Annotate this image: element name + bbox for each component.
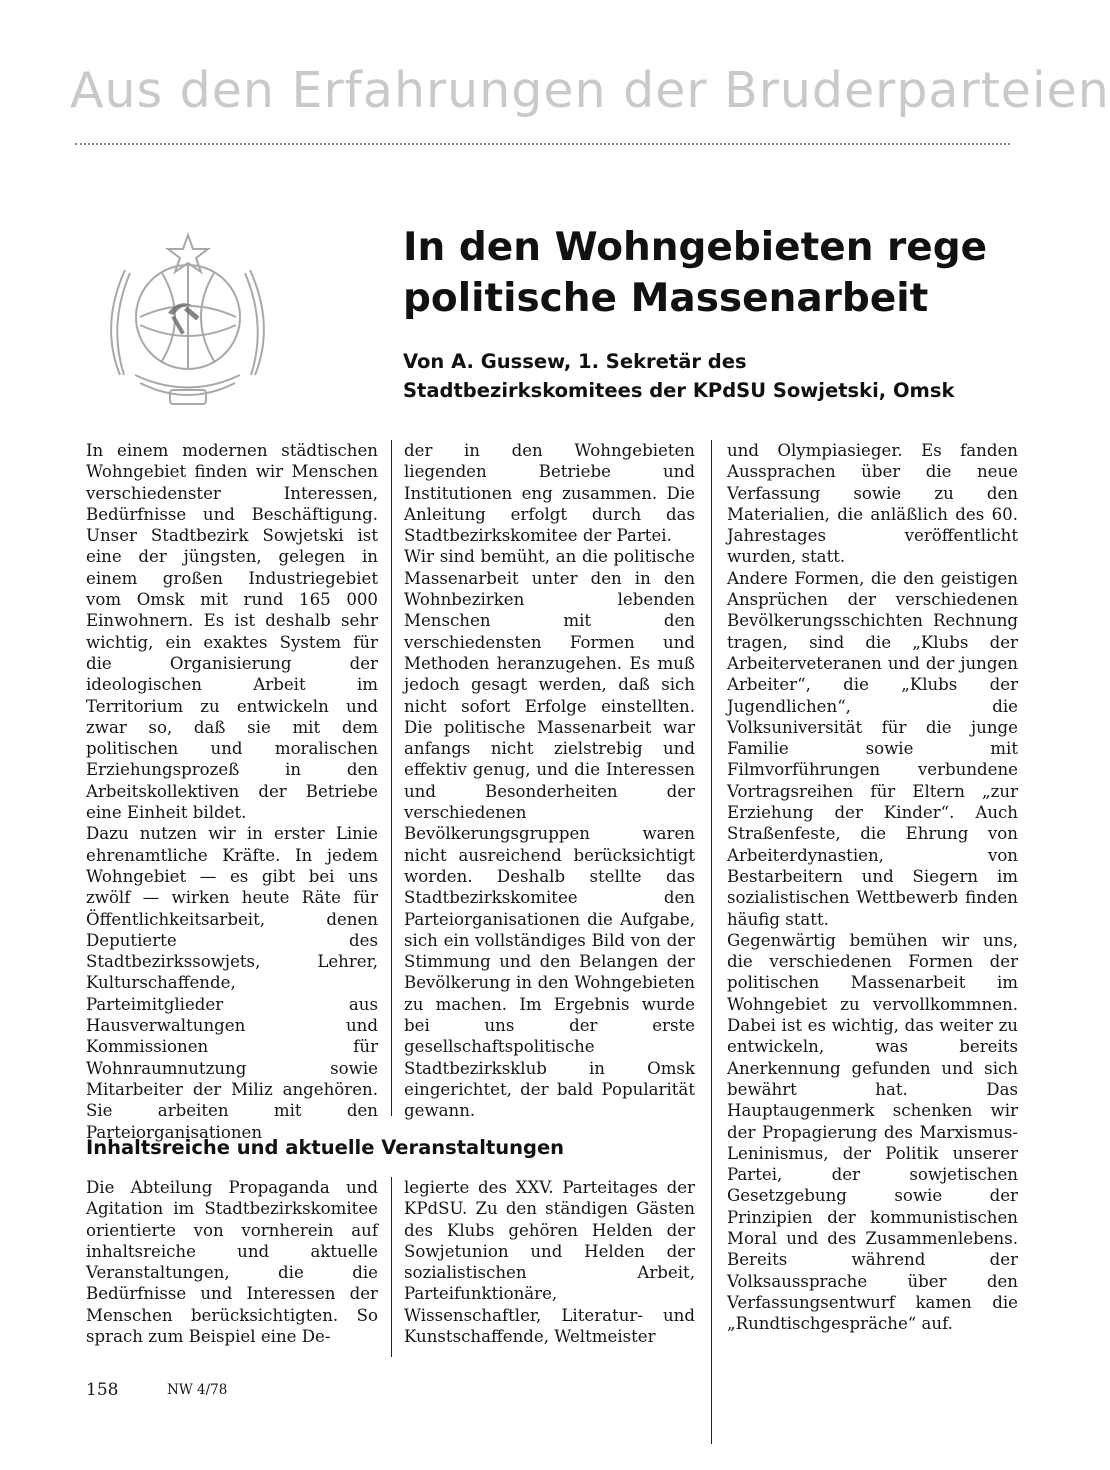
rubric-divider xyxy=(75,143,1010,145)
section-rubric: Aus den Erfahrungen der Bruderparteien xyxy=(70,62,1110,119)
soviet-state-emblem-icon xyxy=(80,225,295,415)
paragraph: legierte des XXV. Parteitages der KPdSU. Zu den ständigen Gästen des Klubs gehören Helden der Sowjetunion und Helden der sozialistischen Arbeit, Parteifunktionäre, Wissenschaftler, Literatur- und Kunstschaffende, Weltmeister xyxy=(404,1178,695,1347)
paragraph: Wir sind bemüht, an die politische Massenarbeit unter den in den Wohnbezirken lebenden Menschen mit den verschiedensten Formen und Methoden heranzugehen. Es muß jedoch gesagt werden, daß sich nicht sofort Erfolge einstellten. Die politische Massenarbeit war anfangs nicht zielstrebig und effektiv genug, und die Interessen und Besonderheiten der verschiedenen Bevölkerungsgruppen waren nicht ausreichend berücksichtigt worden. Deshalb stellte das Stadtbezirkskomitee den Parteiorganisationen die Aufgabe, sich ein vollständiges Bild von der Stimmung und den Belangen der Bevölkerung in den Wohngebieten zu machen. Im Ergebnis wurde bei uns der erste gesellschaftspolitische Stadtbezirksklub in Omsk eingerichtet, der bald Popularität gewann. xyxy=(404,547,695,1121)
text-column-4 xyxy=(86,1177,378,1357)
paragraph: Andere Formen, die den geistigen Ansprüchen der verschiedenen Bevölkerungsschichten Rechnung tragen, sind die „Klubs der Arbeiterveteranen und der jungen Arbeiter“, die „Klubs der Jugendlichen“, die Volksuniversität für die junge Familie sowie mit Filmvorführungen verbundene Vortragsreihen für Eltern „zur Erziehung der Kinder“. Auch Straßenfeste, die Ehrung von Arbeiterdynastien, von Bestarbeitern und Siegern im sozialistischen Wettbewerb finden häufig statt. xyxy=(727,568,1018,929)
column-divider xyxy=(711,440,712,1444)
article-byline: Von A. Gussew, 1. Sekretär des Stadtbezirkskomitees der KPdSU Sowjetski, Omsk xyxy=(403,350,955,402)
text-column-3 xyxy=(727,440,1018,1442)
paragraph: Die Abteilung Propaganda und Agitation im Stadtbezirkskomitee orientierte von vornherein auf inhaltsreiche und aktuelle Veranstaltungen, die die Bedürfnisse und Interessen der Menschen berücksichtigten. So sprach zum Beispiel eine De- xyxy=(86,1178,378,1347)
column-divider xyxy=(391,1177,392,1357)
column-divider xyxy=(391,440,392,1116)
page-number: 158 xyxy=(86,1380,119,1400)
paragraph: und Olympiasieger. Es fanden Aussprachen über die neue Verfassung sowie zu den Materialien, die anläßlich des 60. Jahrestages veröffentlicht wurden, statt. xyxy=(727,441,1018,567)
paragraph: Dazu nutzen wir in erster Linie ehrenamtliche Kräfte. In jedem Wohngebiet — es gibt bei uns zwölf — wirken heute Räte für Öffentlichkeitsarbeit, denen Deputierte des Stadtbezirkssowjets, Lehrer, Kulturschaffende, Parteimitglieder aus Hausverwaltungen und Kommissionen für Wohnraumnutzung sowie Mitarbeiter der Miliz angehören. Sie arbeiten mit den Parteiorganisationen xyxy=(86,824,378,1142)
issue-label: NW 4/78 xyxy=(167,1382,228,1398)
section-subheading: Inhaltsreiche und aktuelle Veranstaltungen xyxy=(86,1136,565,1159)
paragraph: In einem modernen städtischen Wohngebiet finden wir Menschen verschiedenster Interessen, Bedürfnisse und Beschäftigung. Unser Stadtbezirk Sowjetski ist eine der jüngsten, gelegen in einem großen Industriegebiet vom Omsk mit rund 165 000 Einwohnern. Es ist deshalb sehr wichtig, ein exaktes System für die Organisierung der ideologischen Arbeit im Territorium zu entwickeln und zwar so, daß sie mit dem politischen und moralischen Erziehungsprozeß in den Arbeitskollektiven der Betriebe eine Einheit bildet. xyxy=(86,441,378,823)
text-column-1 xyxy=(86,440,378,1142)
paragraph: der in den Wohngebieten liegenden Betriebe und Institutionen eng zusammen. Die Anleitung erfolgt durch das Stadtbezirkskomitee der Partei. xyxy=(404,441,695,546)
paragraph: Gegenwärtig bemühen wir uns, die verschiedenen Formen der politischen Massenarbeit im Wohngebiet zu vervollkommnen. Dabei ist es wichtig, das weiter zu entwickeln, was bereits Anerkennung gefunden und sich bewährt hat. Das Hauptaugenmerk schenken wir der Propagierung des Marxismus-Leninismus, der Politik unserer Partei, der sowjetischen Gesetzgebung sowie der Prinzipien der kommunistischen Moral und des Zusammenlebens. Bereits während der Volksaussprache über den Verfassungsentwurf kamen die „Rundtischgespräche“ auf. xyxy=(727,930,1018,1334)
text-column-5 xyxy=(404,1177,695,1357)
article-headline: In den Wohngebieten rege politische Massenarbeit xyxy=(403,225,988,321)
text-column-2 xyxy=(404,440,695,1120)
